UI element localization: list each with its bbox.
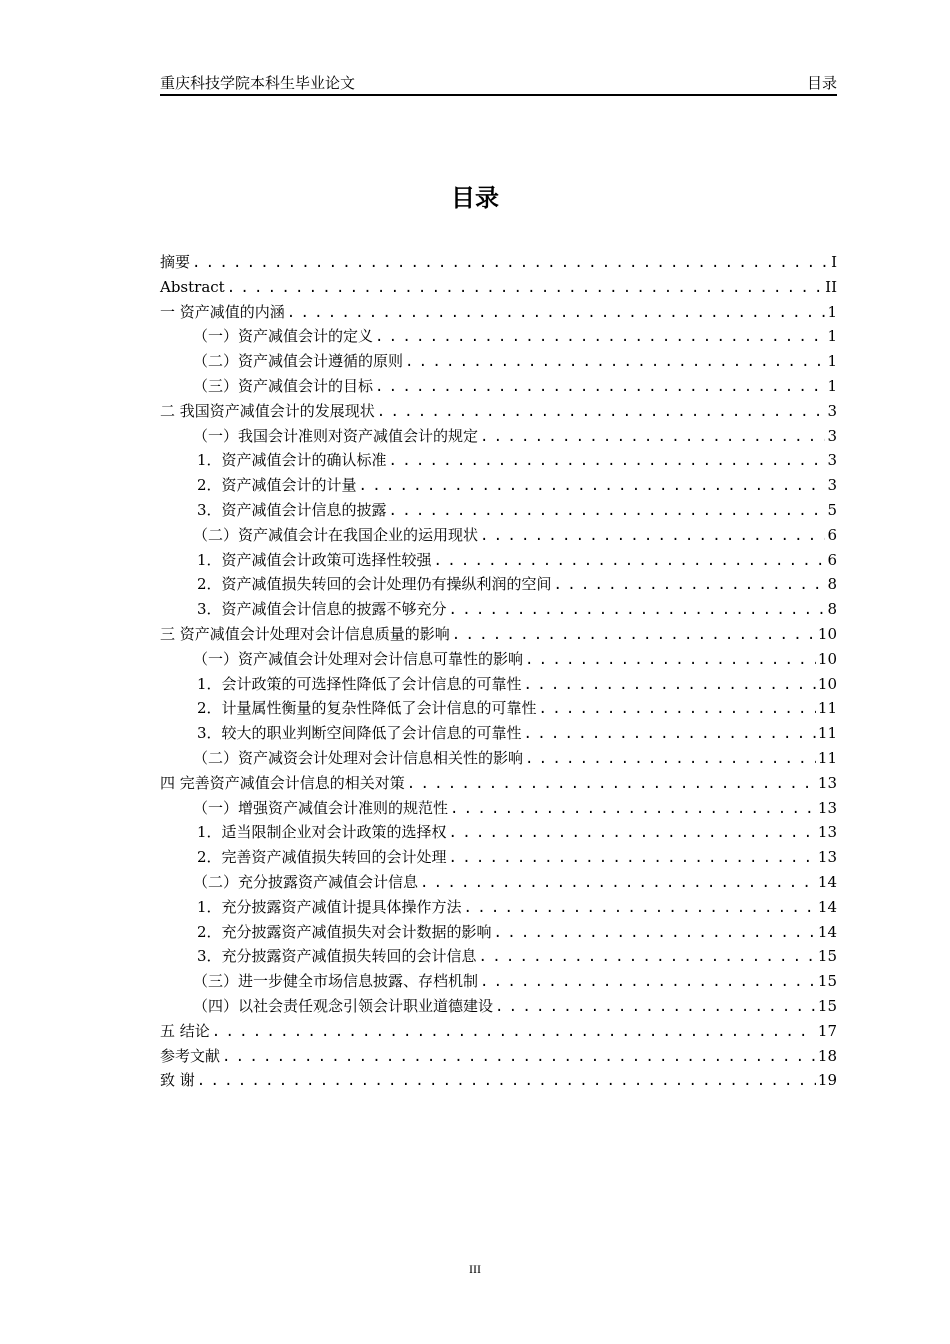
toc-entry[interactable] [160,796,837,821]
toc-entry-label: 3．较大的职业判断空间降低了会计信息的可靠性 [197,724,522,743]
toc-entry[interactable] [160,721,837,746]
page-header [160,74,837,96]
toc-leader-dots [495,995,816,1020]
toc-entry-label: （二）资产减值会计遵循的原则 [193,352,404,371]
toc-entry-page: 14 [817,922,837,941]
toc-entry-page: 8 [827,600,837,619]
toc-entry-page: 11 [817,748,837,767]
toc-entry-page: 10 [817,649,837,668]
toc-entry-page: 6 [827,525,837,544]
toc-entry-label: 1．会计政策的可选择性降低了会计信息的可靠性 [197,674,522,693]
toc-entry-page: 1 [827,327,837,346]
toc-leader-dots [389,499,826,524]
toc-entry-label: 3．充分披露资产减值损失转回的会计信息 [197,947,477,966]
toc-entry-page: 10 [817,674,837,693]
toc-entry[interactable] [160,895,837,920]
toc-entry-label: （二）充分披露资产减值会计信息 [193,872,419,891]
toc-leader-dots [494,921,816,946]
toc-entry-page: 1 [827,376,837,395]
toc-entry-page: 3 [827,476,837,495]
toc-leader-dots [525,648,816,673]
toc-leader-dots [420,871,816,896]
toc-entry[interactable] [160,1068,837,1093]
toc-entry-page: 15 [817,947,837,966]
toc-entry-label: （二）资产减值会计在我国企业的运用现状 [193,525,479,544]
toc-leader-dots [480,425,825,450]
toc-entry-label: 致 谢 [160,1071,195,1090]
toc-leader-dots [539,697,816,722]
toc-entry-page: 13 [817,823,837,842]
toc-leader-dots [449,598,826,623]
toc-entry-label: 一 资产减值的内涵 [160,302,285,321]
toc-leader-dots [407,772,816,797]
toc-entry-page: 3 [827,401,837,420]
toc-entry-label: 四 完善资产减值会计信息的相关对策 [160,773,405,792]
toc-entry-label: 摘要 [160,253,191,271]
toc-entry-page: 3 [827,426,837,445]
toc-entry-label: 1．充分披露资产减值计提具体操作方法 [197,897,462,916]
toc-leader-dots [227,276,823,301]
toc-entry[interactable] [160,548,837,573]
toc-leader-dots [375,325,825,350]
toc-entry[interactable] [160,448,837,473]
toc-entry-label: 3．资产减值会计信息的披露 [197,500,387,519]
toc-leader-dots [359,474,826,499]
toc-entry-label: 2．充分披露资产减值损失对会计数据的影响 [197,922,492,941]
toc-leader-dots [524,722,816,747]
toc-leader-dots [480,970,816,995]
toc-entry[interactable] [160,920,837,945]
toc-entry-page: 13 [817,848,837,867]
toc-entry[interactable] [160,399,837,424]
toc-entry[interactable] [160,1044,837,1069]
toc-entry-label: Abstract [160,277,225,296]
toc-entry[interactable] [160,746,837,771]
toc-entry[interactable] [160,969,837,994]
toc-entry[interactable] [160,647,837,672]
toc-leader-dots [480,524,825,549]
toc-entry[interactable] [160,250,837,275]
toc-entry-page: I [831,253,837,271]
toc-entry[interactable] [160,300,837,325]
toc-entry-page: 13 [817,798,837,817]
toc-entry-page: 11 [817,699,837,718]
toc-leader-dots [464,896,816,921]
toc-leader-dots [479,945,816,970]
toc-entry-page: 15 [817,972,837,991]
toc-entry-label: 三 资产减值会计处理对会计信息质量的影响 [160,624,450,643]
toc-entry-label: 1．适当限制企业对会计政策的选择权 [197,823,447,842]
toc-entry[interactable] [160,696,837,721]
toc-entry-page: 14 [817,872,837,891]
toc-leader-dots [554,573,826,598]
toc-entry-label: 2．完善资产减值损失转回的会计处理 [197,848,447,867]
toc-entry-label: （一）增强资产减值会计准则的规范性 [193,798,449,817]
toc-entry[interactable] [160,597,837,622]
toc-leader-dots [450,797,816,822]
toc-leader-dots [192,251,829,276]
toc-entry-page: 1 [827,302,837,321]
toc-entry[interactable] [160,1019,837,1044]
toc-entry-label: （二）资产减资会计处理对会计信息相关性的影响 [193,748,524,767]
toc-leader-dots [197,1069,816,1094]
toc-entry[interactable] [160,473,837,498]
toc-entry-label: 2．资产减值损失转回的会计处理仍有操纵利润的空间 [197,575,552,594]
toc-entry-label: 2．计量属性衡量的复杂性降低了会计信息的可靠性 [197,699,537,718]
toc-leader-dots [222,1045,816,1070]
toc-leader-dots [525,747,816,772]
toc-leader-dots [405,350,825,375]
toc-leader-dots [375,375,825,400]
toc-entry[interactable] [160,944,837,969]
toc-entry-page: 18 [817,1046,837,1065]
toc-entry-label: （一）资产减值会计处理对会计信息可靠性的影响 [193,649,524,668]
toc-leader-dots [212,1020,816,1045]
toc-entry-label: 二 我国资产减值会计的发展现状 [160,401,375,420]
toc-entry[interactable] [160,845,837,870]
toc-entry-label: （四）以社会责任观念引领会计职业道德建设 [193,996,494,1015]
header-thesis-title: 重庆科技学院本科生毕业论文 [160,74,356,92]
toc-entry[interactable] [160,349,837,374]
toc-entry-page: 10 [817,624,837,643]
toc-entry-page: 1 [827,352,837,371]
toc-leader-dots [452,623,816,648]
toc-entry-page: 13 [817,773,837,792]
toc-entry-label: （一）我国会计准则对资产减值会计的规定 [193,426,479,445]
toc-leader-dots [434,549,826,574]
toc-leader-dots [377,400,826,425]
toc-entry-label: 2．资产减值会计的计量 [197,476,357,495]
toc-entry-page: 14 [817,897,837,916]
toc-entry-page: 11 [817,724,837,743]
toc-entry[interactable] [160,622,837,647]
toc-leader-dots [449,846,816,871]
toc-entry-page: 3 [827,451,837,470]
toc-entry[interactable] [160,324,837,349]
toc-entry[interactable] [160,672,837,697]
toc-entry[interactable] [160,424,837,449]
toc-entry-page: 19 [817,1071,837,1090]
toc-entry-label: 参考文献 [160,1046,221,1065]
toc-entry-label: 1．资产减值会计的确认标准 [197,451,387,470]
toc-entry-page: 5 [827,500,837,519]
toc-entry-page: II [825,277,837,296]
toc-entry[interactable] [160,498,837,523]
toc-entry[interactable] [160,374,837,399]
header-section-name: 目录 [806,74,837,92]
toc-entry-label: 3．资产减值会计信息的披露不够充分 [197,600,447,619]
page-title: 目录 [451,184,499,212]
toc-entry-page: 6 [827,550,837,569]
toc-leader-dots [287,301,826,326]
toc-entry[interactable] [160,994,837,1019]
toc-entry[interactable] [160,771,837,796]
toc-leader-dots [449,821,816,846]
table-of-contents [160,250,837,1093]
toc-entry-page: 15 [817,996,837,1015]
toc-entry-label: （三）资产减值会计的目标 [193,376,374,395]
toc-entry-label: 五 结论 [160,1021,210,1040]
toc-entry[interactable] [160,870,837,895]
toc-entry-label: 1．资产减值会计政策可选择性较强 [197,550,432,569]
toc-entry[interactable] [160,820,837,845]
toc-entry-label: （一）资产减值会计的定义 [193,327,374,346]
toc-entry-page: 8 [827,575,837,594]
page-number: III [469,1262,481,1276]
toc-entry[interactable] [160,523,837,548]
toc-leader-dots [389,449,826,474]
toc-entry-label: （三）进一步健全市场信息披露、存档机制 [193,972,479,991]
toc-entry[interactable] [160,275,837,300]
toc-entry-page: 17 [817,1021,837,1040]
toc-leader-dots [524,673,816,698]
toc-entry[interactable] [160,572,837,597]
